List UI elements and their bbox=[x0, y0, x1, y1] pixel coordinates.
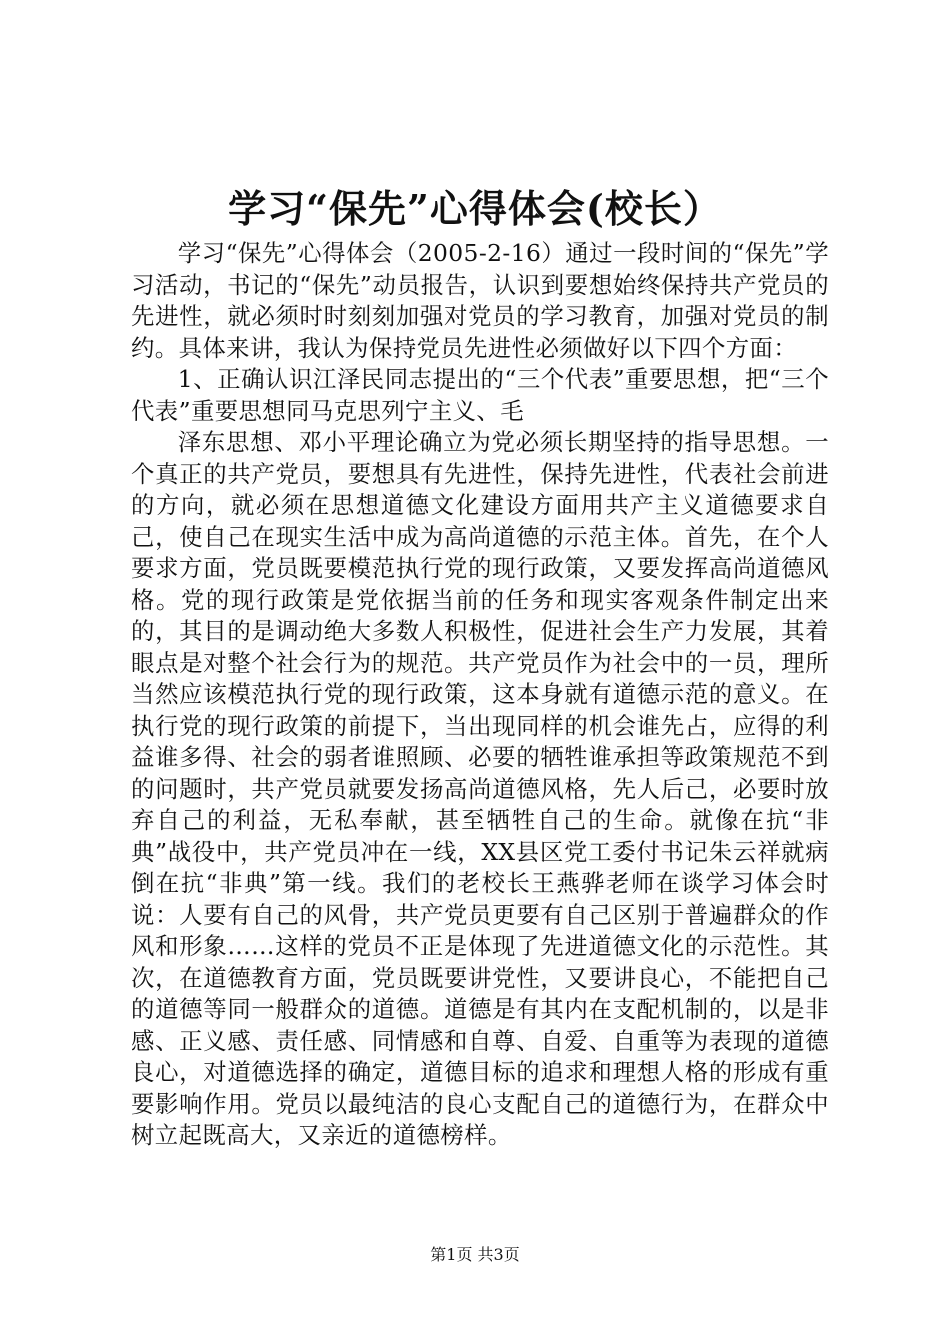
paragraph-intro: 学习“保先”心得体会（2005-2-16）通过一段时间的“保先”学习活动，书记的“保先”动员报告，认识到要想始终保持共产党员的先进性，就必须时时刻刻加强对党员的学习教育，加强对党员的制约。具体来讲，我认为保持党员先进性必须做好以下四个方面： bbox=[131, 239, 829, 362]
paragraph-point-1: 1、正确认识江泽民同志提出的“三个代表”重要思想，把“三个代表”重要思想同马克思列宁主义、毛 bbox=[131, 365, 829, 425]
page-footer: 第1页 共3页 bbox=[430, 1245, 520, 1264]
paragraph-point-1-body: 泽东思想、邓小平理论确立为党必须长期坚持的指导思想。一个真正的共产党员，要想具有先进性，保持先进性，代表社会前进的方向，就必须在思想道德文化建设方面用共产主义道德要求自己，使自己在现实生活中成为高尚道德的示范主体。首先，在个人要求方面，党员既要模范执行党的现行政策，又要发挥高尚道德风格。党的现行政策是党依据当前的任务和现实客观条件制定出来的，其目的是调动绝大多数人积极性，促进社会生产力发展，其着眼点是对整个社会行为的规范。共产党员作为社会中的一员，理所当然应该模范执行党的现行政策，这本身就有道德示范的意义。在执行党的现行政策的前提下，当出现同样的机会谁先占，应得的利益谁多得、社会的弱者谁照顾、必要的牺牲谁承担等政策规范不到的问题时，共产党员就要发扬高尚道德风格，先人后己，必要时放弃自己的利益，无私奉献，甚至牺牲自己的生命。就像在抗“非典”战役中，共产党员冲在一线，XX县区党工委付书记朱云祥就病倒在抗“非典”第一线。我们的老校长王燕骅老师在谈学习体会时说：人要有自己的风骨，共产党员更要有自己区别于普遍群众的作风和形象……这样的党员不正是体现了先进道德文化的示范性。其次，在道德教育方面，党员既要讲党性，又要讲良心，不能把自己的道德等同一般群众的道德。道德是有其内在支配机制的，以是非感、正义感、责任感、同情感和自尊、自爱、自重等为表现的道德良心，对道德选择的确定，道德目标的追求和理想人格的形成有重要影响作用。党员以最纯洁的良心支配自己的道德行为，在群众中树立起既高大，又亲近的道德榜样。 bbox=[131, 428, 829, 1149]
document-body bbox=[131, 238, 829, 1152]
page-title: 学习“保先”心得体会(校长） bbox=[228, 186, 722, 231]
